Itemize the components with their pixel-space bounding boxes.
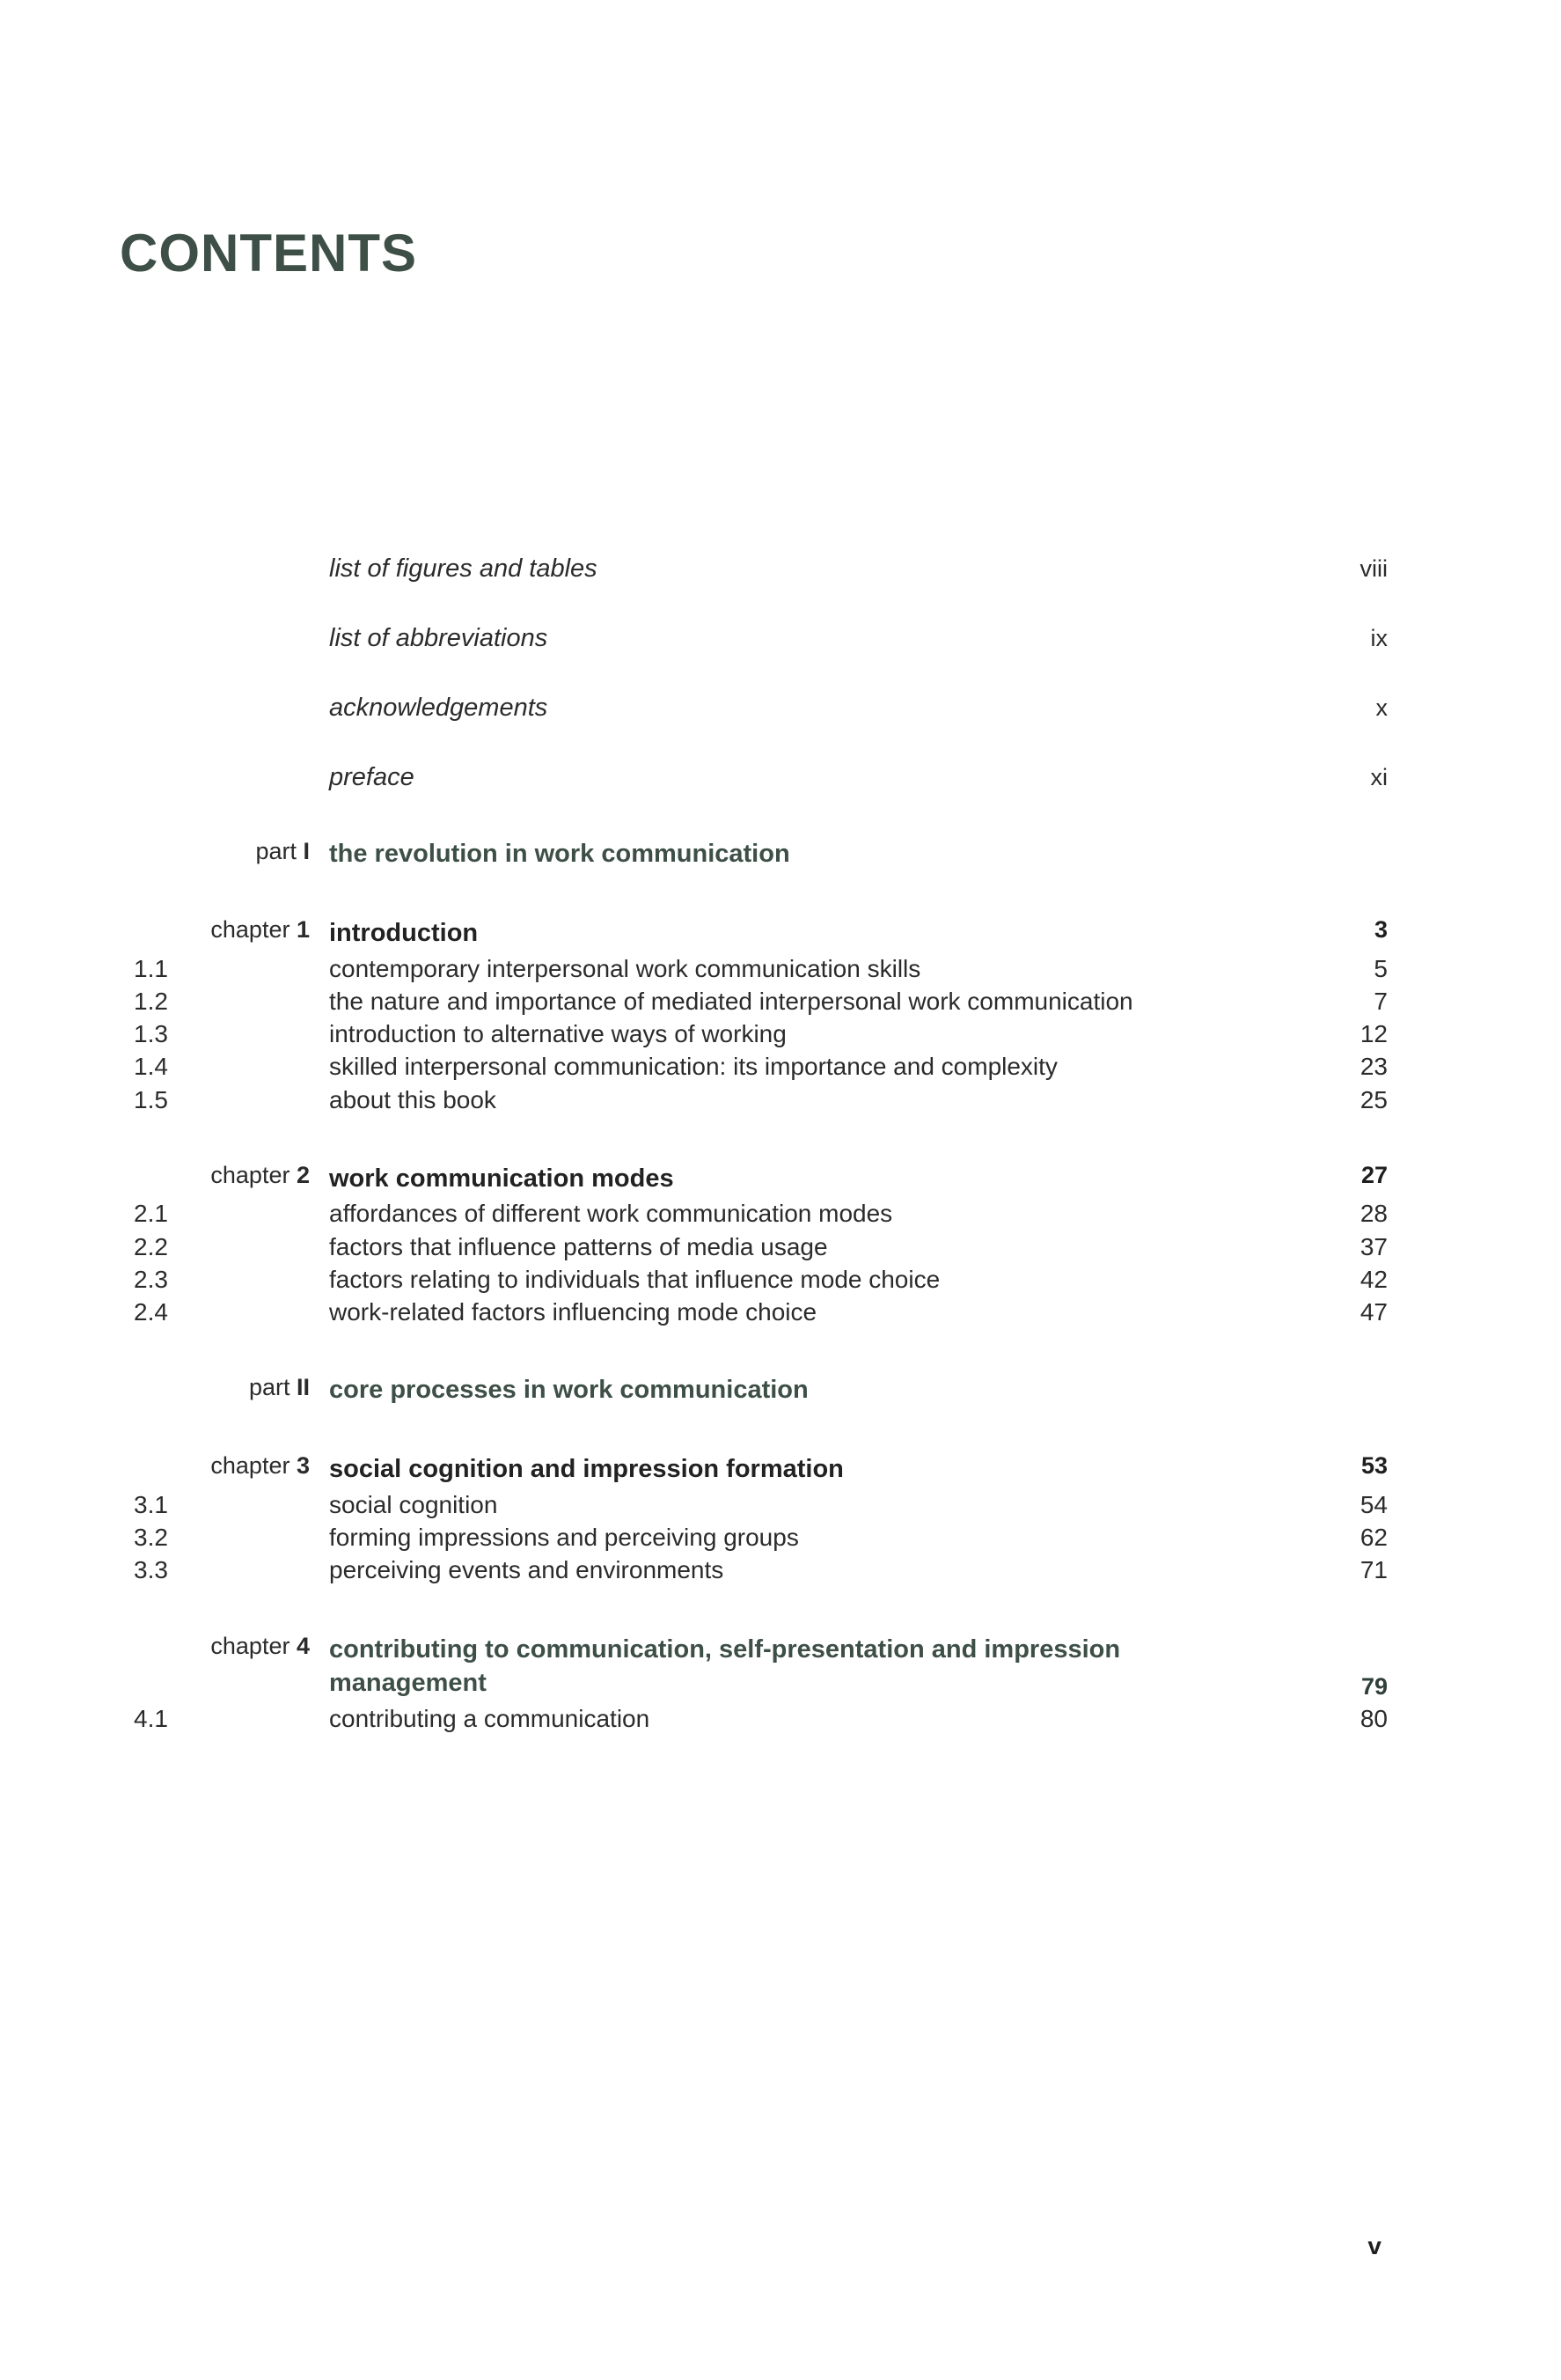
page-title: CONTENTS bbox=[120, 224, 417, 283]
section-page-number: 23 bbox=[1359, 1053, 1388, 1081]
section-title: skilled interpersonal communication: its importance and complexity bbox=[329, 1053, 1058, 1081]
frontmatter-title: preface bbox=[329, 763, 414, 791]
section-page-number: 25 bbox=[1359, 1085, 1388, 1113]
chapter-block-3 bbox=[134, 1452, 1388, 1586]
chapter-block-2 bbox=[134, 1162, 1388, 1329]
chapter-label-number: 4 bbox=[296, 1632, 310, 1659]
part-label bbox=[134, 838, 329, 865]
chapter-title: work communication modes bbox=[329, 1164, 674, 1193]
list-item[interactable] bbox=[134, 1230, 1388, 1263]
chapter-heading-1[interactable] bbox=[134, 916, 1388, 951]
section-page-number: 12 bbox=[1359, 1020, 1388, 1048]
part-label-word: part bbox=[255, 838, 297, 864]
list-item[interactable] bbox=[134, 1554, 1388, 1586]
list-item[interactable] bbox=[134, 985, 1388, 1017]
frontmatter-page-number: xi bbox=[1370, 764, 1388, 790]
chapter-page-number: 53 bbox=[1360, 1452, 1388, 1480]
section-page-number: 62 bbox=[1359, 1524, 1388, 1552]
section-number: 3.1 bbox=[134, 1491, 168, 1519]
list-item[interactable] bbox=[134, 1263, 1388, 1296]
section-page-number: 28 bbox=[1359, 1200, 1388, 1228]
list-item[interactable] bbox=[134, 1488, 1388, 1521]
chapter-label-word: chapter bbox=[210, 1452, 290, 1480]
section-number: 1.4 bbox=[134, 1053, 168, 1081]
chapter-title-container bbox=[329, 1162, 1282, 1196]
section-number: 4.1 bbox=[134, 1704, 168, 1732]
frontmatter-page-number: viii bbox=[1359, 555, 1388, 582]
section-number: 1.5 bbox=[134, 1085, 168, 1113]
section-number: 2.2 bbox=[134, 1232, 168, 1260]
chapter-block-1 bbox=[134, 916, 1388, 1116]
chapter-label-word: chapter bbox=[210, 1161, 290, 1188]
chapter-title-container bbox=[329, 1452, 1282, 1487]
chapter-title: social cognition and impression formation bbox=[329, 1455, 844, 1484]
frontmatter-list bbox=[134, 555, 1388, 792]
list-item[interactable] bbox=[134, 1702, 1388, 1735]
part-label-word: part bbox=[248, 1374, 290, 1401]
section-title: perceiving events and environments bbox=[329, 1556, 724, 1584]
frontmatter-page-number: ix bbox=[1370, 625, 1388, 651]
section-number: 2.4 bbox=[134, 1298, 168, 1326]
section-title: work-related factors influencing mode choice bbox=[329, 1298, 817, 1326]
list-item[interactable] bbox=[134, 694, 1388, 723]
chapter-page-number: 27 bbox=[1360, 1161, 1388, 1188]
list-item[interactable] bbox=[134, 624, 1388, 653]
section-list-3 bbox=[134, 1488, 1388, 1587]
list-item[interactable] bbox=[134, 1521, 1388, 1554]
list-item[interactable] bbox=[134, 1050, 1388, 1083]
frontmatter-title: list of abbreviations bbox=[329, 624, 548, 652]
chapter-label bbox=[134, 916, 329, 944]
chapter-heading-4[interactable] bbox=[134, 1633, 1388, 1701]
section-title: social cognition bbox=[329, 1491, 498, 1519]
chapter-page-number: 3 bbox=[1374, 916, 1388, 944]
section-title: about this book bbox=[329, 1085, 496, 1113]
list-item[interactable] bbox=[134, 1017, 1388, 1050]
frontmatter-page-number: x bbox=[1375, 694, 1388, 721]
section-page-number: 7 bbox=[1374, 987, 1388, 1015]
chapter-page-number: 79 bbox=[1360, 1672, 1388, 1700]
section-page-number: 47 bbox=[1359, 1298, 1388, 1326]
chapter-block-4 bbox=[134, 1633, 1388, 1735]
list-item[interactable] bbox=[134, 1197, 1388, 1230]
chapter-title: contributing to communication, self-presentation and impression management bbox=[329, 1634, 1121, 1698]
chapter-label-number: 2 bbox=[296, 1161, 310, 1188]
list-item[interactable] bbox=[134, 763, 1388, 792]
section-page-number: 5 bbox=[1374, 954, 1388, 982]
frontmatter-title: acknowledgements bbox=[329, 694, 548, 722]
folio-page-number: v bbox=[1367, 2232, 1381, 2259]
section-list-1 bbox=[134, 952, 1388, 1116]
section-number: 1.1 bbox=[134, 954, 168, 982]
part-label-number: I bbox=[303, 838, 310, 864]
section-page-number: 54 bbox=[1359, 1491, 1388, 1519]
frontmatter-title: list of figures and tables bbox=[329, 555, 597, 583]
section-page-number: 42 bbox=[1359, 1265, 1388, 1293]
section-number: 3.3 bbox=[134, 1556, 168, 1584]
section-page-number: 71 bbox=[1359, 1556, 1388, 1584]
section-title: contemporary interpersonal work communication skills bbox=[329, 954, 921, 982]
section-title: forming impressions and perceiving groups bbox=[329, 1524, 799, 1552]
section-title: the nature and importance of mediated interpersonal work communication bbox=[329, 987, 1133, 1015]
section-page-number: 80 bbox=[1359, 1704, 1388, 1732]
toc-body bbox=[134, 555, 1388, 1735]
chapter-label bbox=[134, 1452, 329, 1480]
section-title: contributing a communication bbox=[329, 1704, 650, 1732]
part-heading-2[interactable] bbox=[134, 1374, 1388, 1407]
chapter-label-word: chapter bbox=[210, 1632, 290, 1659]
section-list-2 bbox=[134, 1197, 1388, 1328]
chapter-label bbox=[134, 1633, 329, 1660]
chapter-heading-2[interactable] bbox=[134, 1162, 1388, 1196]
section-title: affordances of different work communication modes bbox=[329, 1200, 893, 1228]
section-title: factors that influence patterns of media usage bbox=[329, 1232, 828, 1260]
part-title: core processes in work communication bbox=[329, 1376, 809, 1405]
chapter-label bbox=[134, 1162, 329, 1189]
part-title-container bbox=[329, 838, 1282, 870]
section-list-4 bbox=[134, 1702, 1388, 1735]
chapter-title: introduction bbox=[329, 919, 479, 948]
part-title: the revolution in work communication bbox=[329, 840, 790, 868]
section-title: factors relating to individuals that influence mode choice bbox=[329, 1265, 941, 1293]
list-item[interactable] bbox=[134, 1083, 1388, 1116]
list-item[interactable] bbox=[134, 555, 1388, 584]
chapter-label-word: chapter bbox=[210, 916, 290, 944]
section-number: 2.1 bbox=[134, 1200, 168, 1228]
section-number: 3.2 bbox=[134, 1524, 168, 1552]
chapter-label-number: 1 bbox=[296, 916, 310, 944]
section-number: 1.3 bbox=[134, 1020, 168, 1048]
list-item[interactable] bbox=[134, 952, 1388, 985]
chapter-label-number: 3 bbox=[296, 1452, 310, 1480]
chapter-title-container bbox=[329, 916, 1282, 951]
part-label bbox=[134, 1374, 329, 1401]
chapter-heading-3[interactable] bbox=[134, 1452, 1388, 1487]
section-title: introduction to alternative ways of working bbox=[329, 1020, 787, 1048]
section-number: 1.2 bbox=[134, 987, 168, 1015]
part-label-number: II bbox=[296, 1374, 310, 1401]
section-number: 2.3 bbox=[134, 1265, 168, 1293]
chapter-title-container bbox=[329, 1633, 1282, 1701]
list-item[interactable] bbox=[134, 1296, 1388, 1328]
part-heading-1[interactable] bbox=[134, 838, 1388, 870]
section-page-number: 37 bbox=[1359, 1232, 1388, 1260]
part-title-container bbox=[329, 1374, 1282, 1407]
